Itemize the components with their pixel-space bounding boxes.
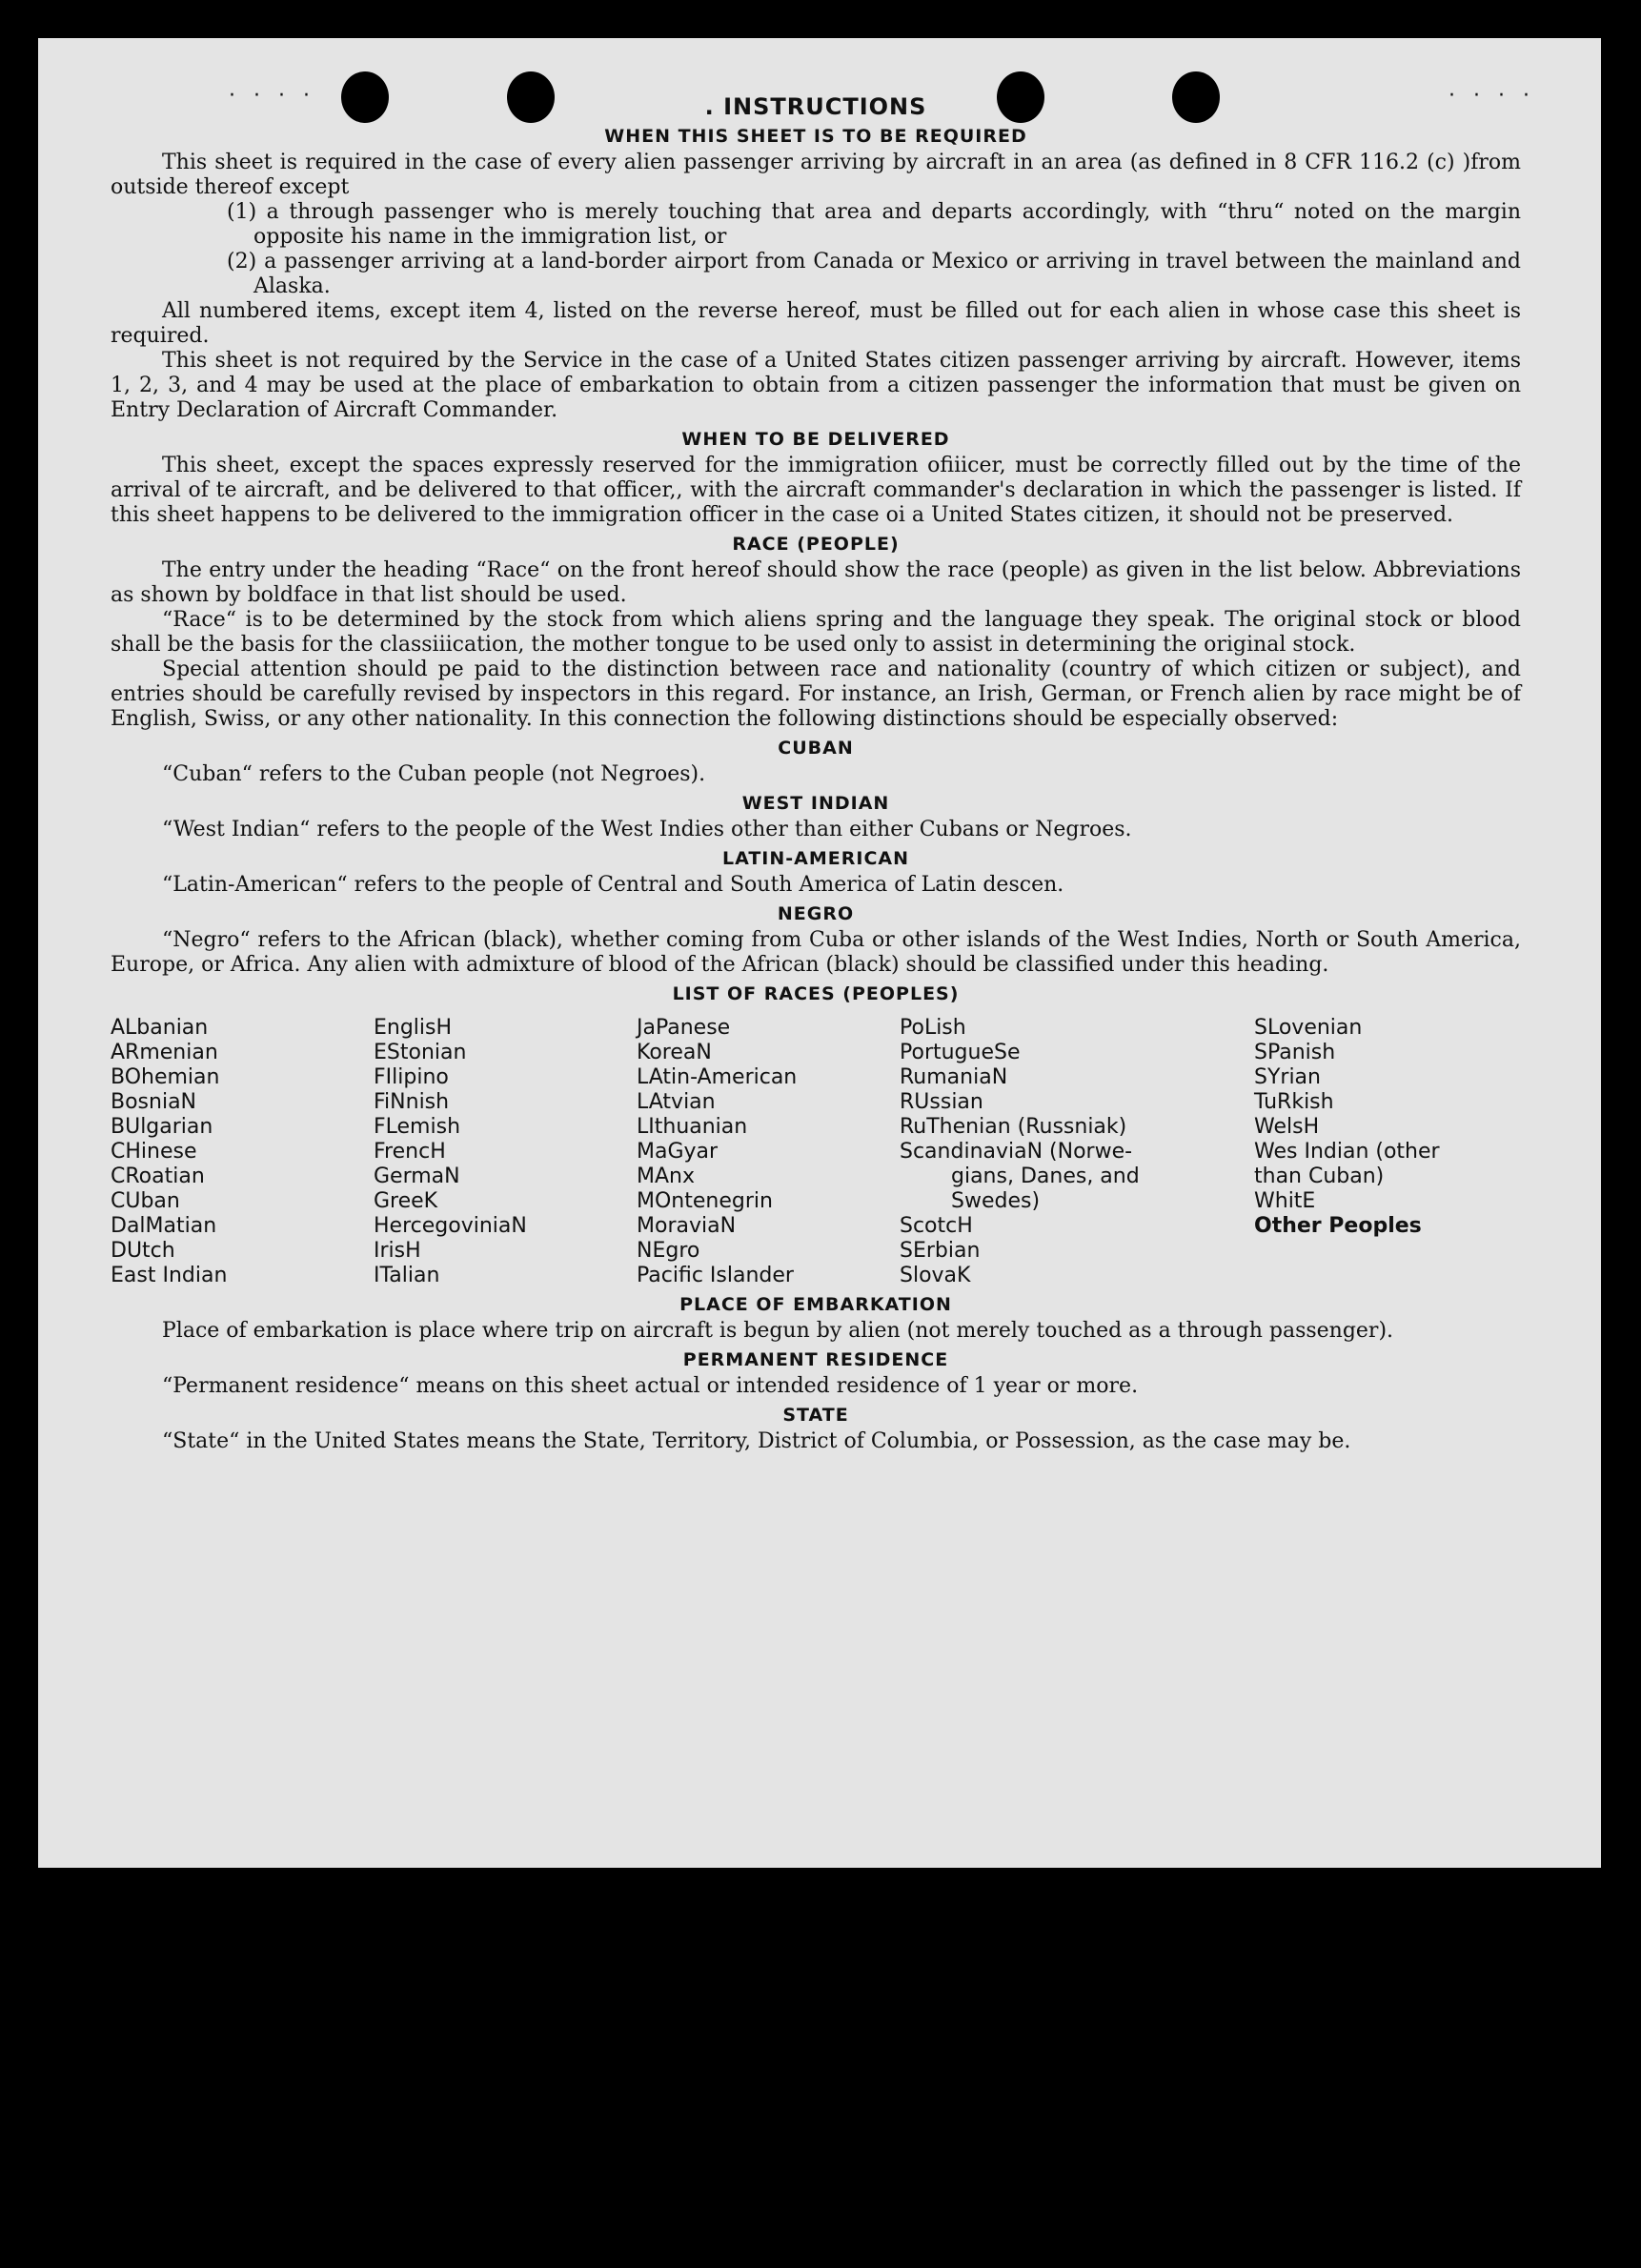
- race-item: Wes Indian (other: [1254, 1140, 1440, 1164]
- race-item: HercegoviniaN: [374, 1214, 527, 1238]
- instructions-content: [111, 93, 1521, 1454]
- race-item: Other Peoples: [1254, 1214, 1422, 1238]
- race-item: ITalian: [374, 1264, 440, 1287]
- section-heading: LATIN-AMERICAN: [722, 848, 909, 869]
- section-heading: NEGRO: [777, 903, 855, 924]
- section-heading: LIST OF RACES (PEOPLES): [672, 983, 960, 1004]
- section-heading: STATE: [782, 1405, 849, 1426]
- paragraph: “Cuban“ refers to the Cuban people (not Negroes).: [162, 762, 706, 786]
- race-item-continuation: gians, Danes, and: [951, 1164, 1140, 1188]
- race-item-continuation: Swedes): [951, 1189, 1041, 1213]
- race-column: [900, 1016, 1254, 1288]
- section-heading: WHEN TO BE DELIVERED: [681, 429, 950, 450]
- race-item: ScandinaviaN (Norwe-: [900, 1140, 1133, 1164]
- paragraph: Place of embarkation is place where trip on aircraft is begun by alien (not merely touched as a through passenger).: [162, 1319, 1394, 1343]
- race-item: GermaN: [374, 1164, 460, 1188]
- race-item: FrencH: [374, 1140, 446, 1164]
- race-item: DUtch: [111, 1239, 175, 1263]
- paragraph: “Race“ is to be determined by the stock from which aliens spring and the language they speak. The original stock or blood shall be the basis for the classiiication, the mother tongue to be used only to assist in determining the original stock.: [111, 608, 1521, 657]
- race-item: BUlgarian: [111, 1115, 213, 1139]
- section-heading: WHEN THIS SHEET IS TO BE REQUIRED: [604, 126, 1027, 147]
- race-item: JaPanese: [637, 1016, 731, 1040]
- paragraph: The entry under the heading “Race“ on the front hereof should show the race (people) as given in the list below. Abbreviations as shown by boldface in that list should be used.: [111, 558, 1521, 607]
- race-column: [374, 1016, 637, 1288]
- race-item: MOntenegrin: [637, 1189, 773, 1213]
- race-item: RUssian: [900, 1090, 983, 1114]
- race-item: FIlipino: [374, 1065, 449, 1089]
- race-column: [637, 1016, 900, 1288]
- race-item: GreeK: [374, 1189, 438, 1213]
- race-item: SPanish: [1254, 1041, 1336, 1064]
- race-item: WhitE: [1254, 1189, 1316, 1213]
- section-heading: PERMANENT RESIDENCE: [682, 1349, 949, 1370]
- race-item: EnglisH: [374, 1016, 453, 1040]
- section-heading: RACE (PEOPLE): [732, 534, 900, 555]
- race-item: LIthuanian: [637, 1115, 748, 1139]
- section-heading: PLACE OF EMBARKATION: [679, 1294, 952, 1315]
- margin-dots: · · · ·: [1449, 84, 1535, 108]
- list-item: (1) a through passenger who is merely touching that area and departs accordingly, with “thru“ noted on the margin opposite his name in the immigration list, or: [227, 200, 1521, 249]
- document-sheet: [38, 38, 1601, 1868]
- race-item: MoraviaN: [637, 1214, 737, 1238]
- race-item: East Indian: [111, 1264, 228, 1287]
- race-item: NEgro: [637, 1239, 700, 1263]
- race-item: ARmenian: [111, 1041, 218, 1064]
- race-item: MaGyar: [637, 1140, 719, 1164]
- race-item: CRoatian: [111, 1164, 205, 1188]
- race-item: FLemish: [374, 1115, 461, 1139]
- race-item: FiNnish: [374, 1090, 450, 1114]
- race-item: PoLish: [900, 1016, 966, 1040]
- race-item: SErbian: [900, 1239, 981, 1263]
- race-item: PortugueSe: [900, 1041, 1021, 1064]
- paragraph: This sheet is not required by the Service in the case of a United States citizen passenger arriving by aircraft. However, items 1, 2, 3, and 4 may be used at the place of embarkation to obtain from a citizen passenger the information that must be given on Entry Declaration of Aircraft Commander.: [111, 349, 1521, 422]
- race-item: ScotcH: [900, 1214, 973, 1238]
- section-heading: WEST INDIAN: [741, 793, 890, 814]
- race-item: SYrian: [1254, 1065, 1321, 1089]
- paragraph: “State“ in the United States means the State, Territory, District of Columbia, or Possession, as the case may be.: [162, 1429, 1351, 1453]
- section-heading: CUBAN: [778, 738, 854, 759]
- race-item: IrisH: [374, 1239, 421, 1263]
- race-item: ALbanian: [111, 1016, 209, 1040]
- race-column: [1254, 1016, 1521, 1288]
- document-title: . INSTRUCTIONS: [704, 93, 927, 120]
- race-item: KoreaN: [637, 1041, 712, 1064]
- paragraph: This sheet, except the spaces expressly reserved for the immigration ofiiicer, must be correctly filled out by the time of the arrival of te aircraft, and be delivered to that officer,, with the aircraft commander's declaration in which the passenger is listed. If this sheet happens to be delivered to the immigration officer in the case oi a United States citizen, it should not be preserved.: [111, 454, 1521, 527]
- paragraph: “Permanent residence“ means on this sheet actual or intended residence of 1 year or more.: [162, 1374, 1139, 1398]
- paragraph: All numbered items, except item 4, listed on the reverse hereof, must be filled out for each alien in whose case this sheet is required.: [111, 299, 1521, 348]
- paragraph: “Negro“ refers to the African (black), whether coming from Cuba or other islands of the West Indies, North or South America, Europe, or Africa. Any alien with admixture of blood of the African (black) should be classified under this heading.: [111, 928, 1521, 977]
- paragraph: “West Indian“ refers to the people of the West Indies other than either Cubans or Negroes.: [162, 818, 1132, 841]
- margin-dots: · · · ·: [229, 84, 315, 108]
- race-item: SlovaK: [900, 1264, 971, 1287]
- race-item: DalMatian: [111, 1214, 217, 1238]
- race-item: LAtin-American: [637, 1065, 798, 1089]
- paragraph: This sheet is required in the case of every alien passenger arriving by aircraft in an area (as defined in 8 CFR 116.2 (c) )from outside thereof except: [111, 151, 1521, 199]
- race-item: Pacific Islander: [637, 1264, 794, 1287]
- race-item: LAtvian: [637, 1090, 716, 1114]
- race-item: SLovenian: [1254, 1016, 1363, 1040]
- race-item: BOhemian: [111, 1065, 220, 1089]
- race-item: MAnx: [637, 1164, 695, 1188]
- race-item: CUban: [111, 1189, 180, 1213]
- race-item: RumaniaN: [900, 1065, 1008, 1089]
- race-item: CHinese: [111, 1140, 197, 1164]
- race-item-continuation: than Cuban): [1254, 1164, 1385, 1188]
- race-list: [111, 1016, 1521, 1288]
- race-item: BosniaN: [111, 1090, 197, 1114]
- race-item: TuRkish: [1254, 1090, 1334, 1114]
- race-item: RuThenian (Russniak): [900, 1115, 1127, 1139]
- race-column: [111, 1016, 374, 1288]
- paragraph: Special attention should pe paid to the distinction between race and nationality (country of which citizen or subject), and entries should be carefully revised by inspectors in this regard. For instance, an Irish, German, or French alien by race might be of English, Swiss, or any other nationality. In this connection the following distinctions should be especially observed:: [111, 658, 1521, 731]
- race-item: WelsH: [1254, 1115, 1320, 1139]
- paragraph: “Latin-American“ refers to the people of Central and South America of Latin descen.: [162, 873, 1064, 897]
- list-item: (2) a passenger arriving at a land-border airport from Canada or Mexico or arriving in travel between the mainland and Alaska.: [227, 250, 1521, 298]
- race-item: EStonian: [374, 1041, 467, 1064]
